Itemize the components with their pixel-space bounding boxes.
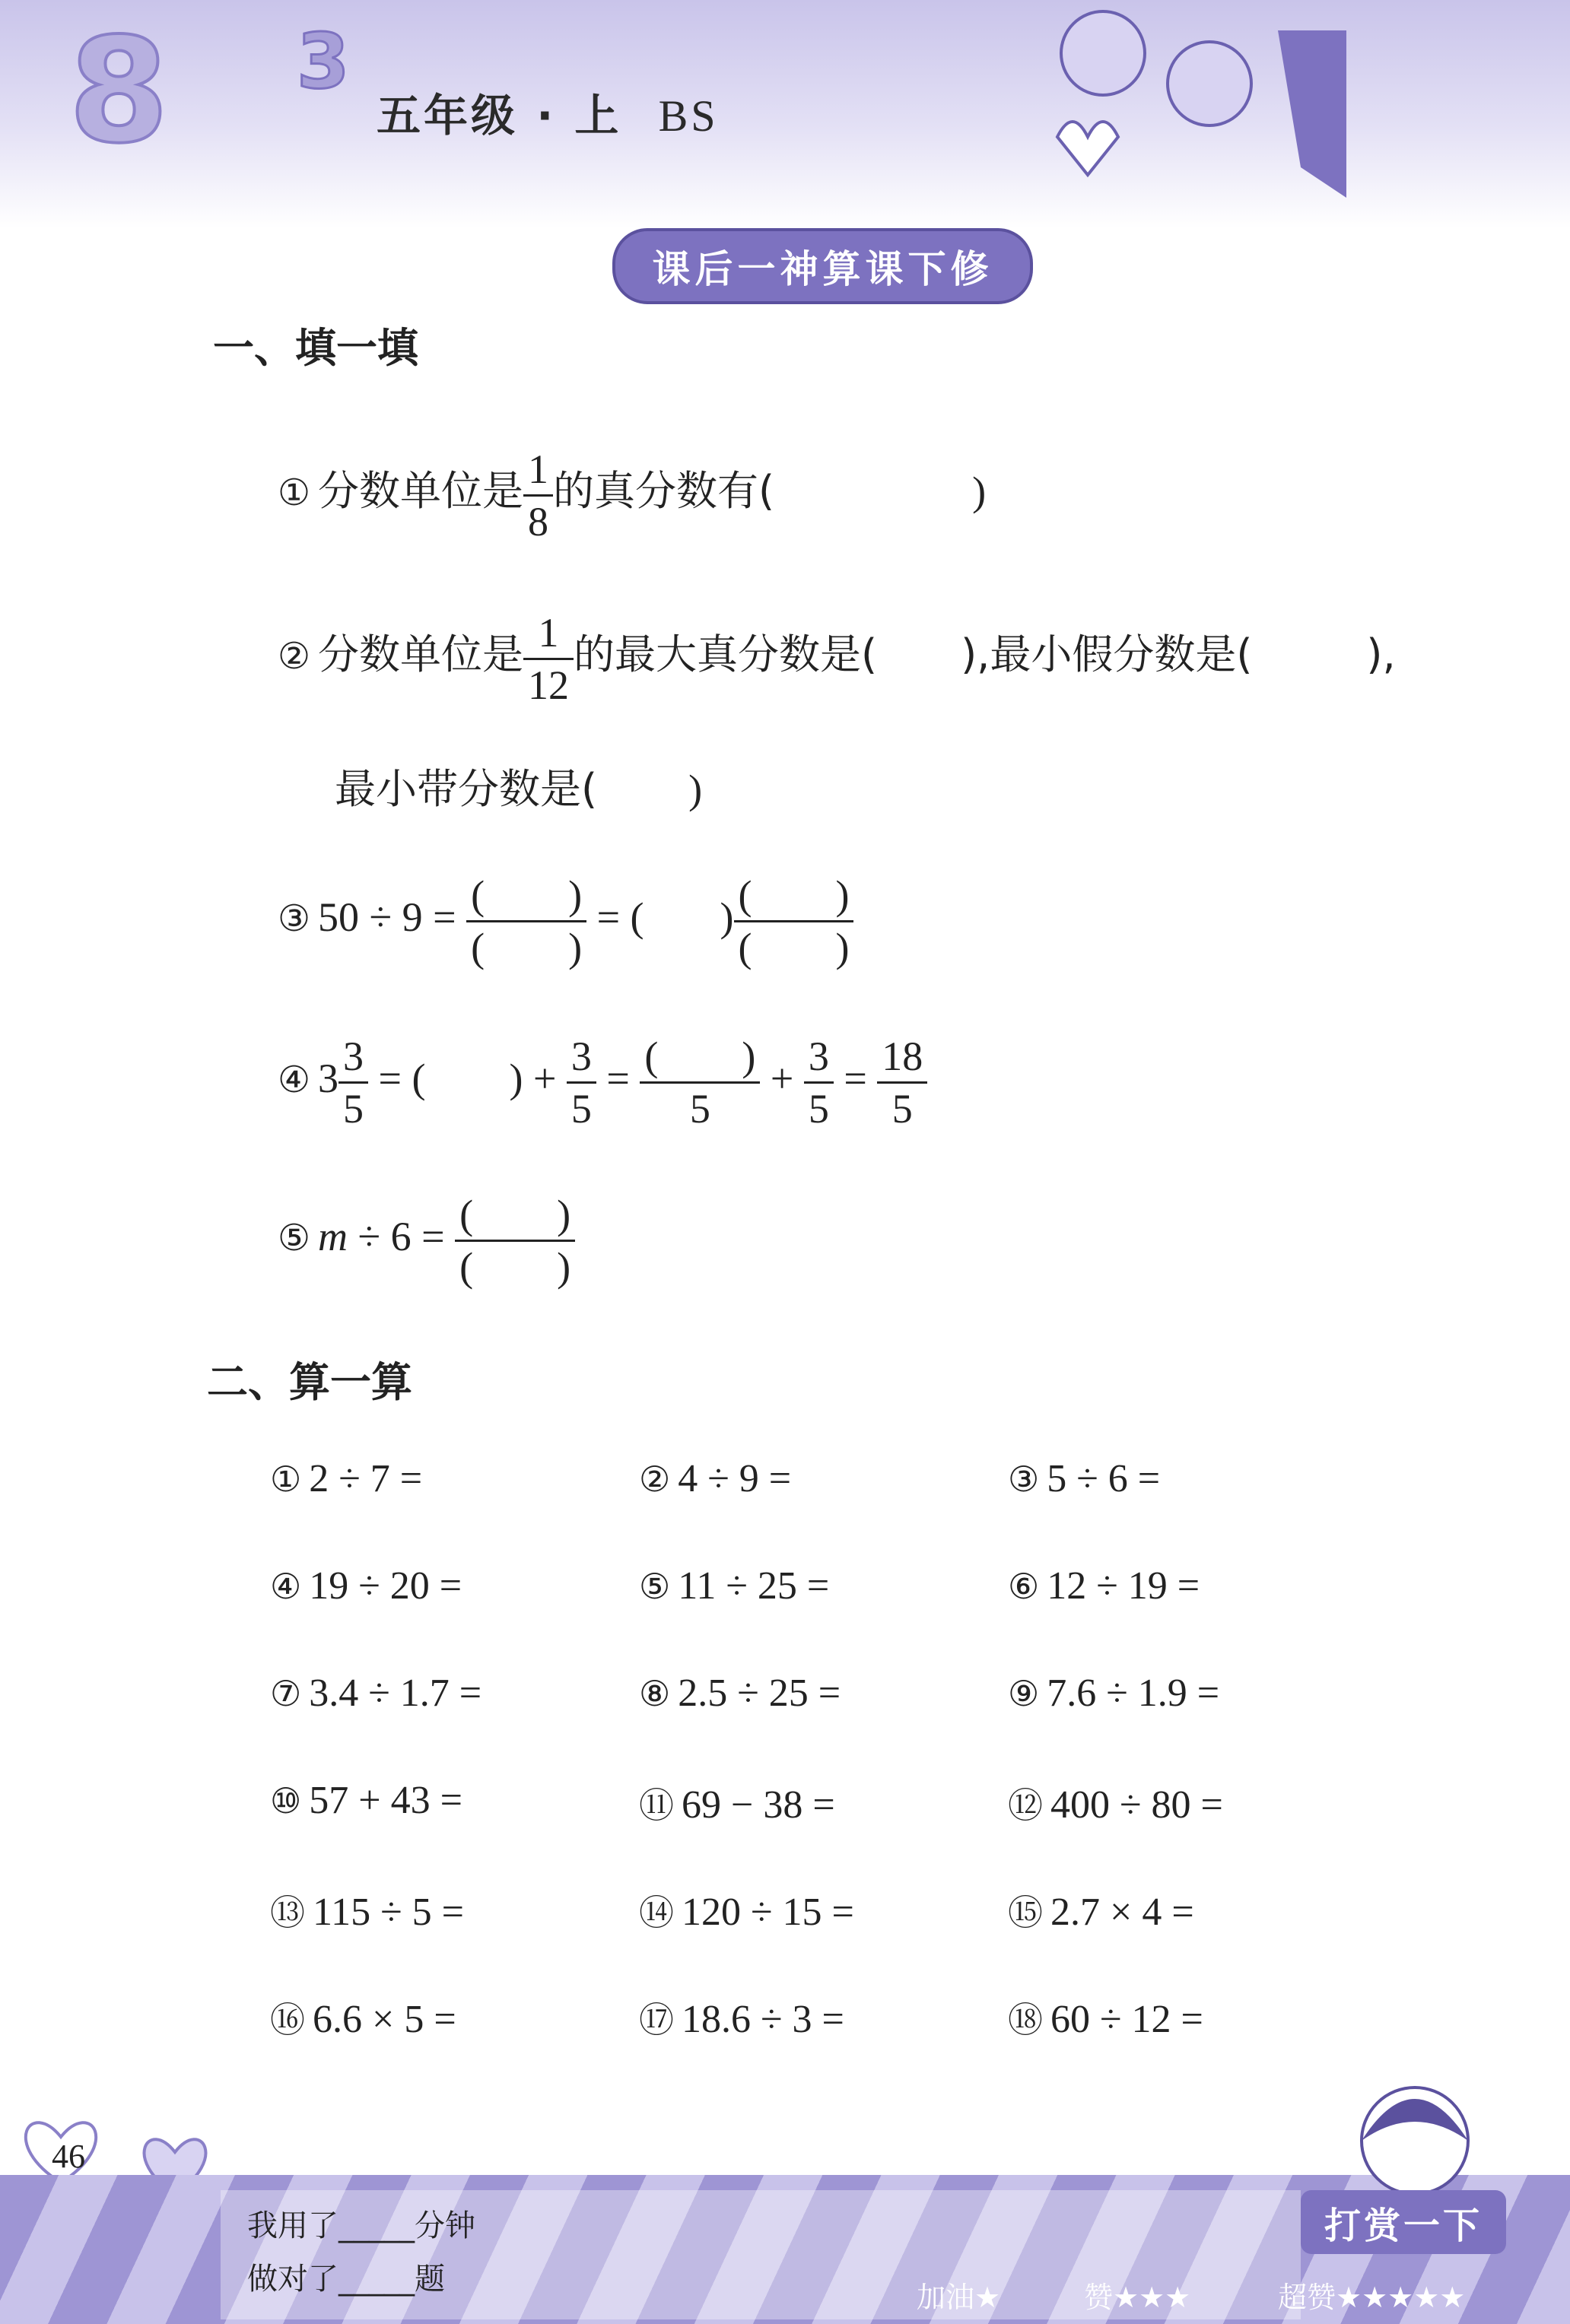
page-header [377, 80, 719, 144]
question-2: ② 分数单位是 $\frac{1}{12}$ 的最大真分数是( ),最小假分数是( ), [278, 610, 1396, 708]
grade-label: 五年级 · 上 [377, 90, 622, 141]
calc-item[interactable]: ⑰ 18.6 ÷ 3 = [639, 1998, 844, 2041]
calc-item[interactable]: ⑱ 60 ÷ 12 = [1008, 1998, 1203, 2041]
calc-item[interactable]: ② 4 ÷ 9 = [639, 1457, 792, 1500]
fraction: $\frac{3}{5}$ [567, 1036, 596, 1129]
question-4: ④ 3 $\frac{3}{5}$ = ( ) + $\frac{3}{5}$ = $\frac{( )}{5}$ + $\frac{3}{5}$ = $\frac{18}{5}$ [278, 1036, 927, 1129]
calc-item[interactable]: ⑪ 69 − 38 = [639, 1783, 835, 1827]
calc-item[interactable]: ⑯ 6.6 × 5 = [270, 1998, 456, 2041]
fraction-blank[interactable]: $\frac{( )}{( )}$ [734, 875, 854, 968]
calc-item[interactable]: ⑩ 57 + 43 = [270, 1779, 462, 1822]
question-5: ⑤ m ÷ 6 = $\frac{( )}{( )}$ [278, 1194, 575, 1287]
reward-button[interactable]: 打赏一下 [1301, 2190, 1506, 2254]
question-3: ③ 50 ÷ 9 = $\frac{( )}{( )}$ = ( ) $\frac{( )}{( )}$ [278, 875, 853, 968]
number-8-decoration [53, 15, 236, 167]
calc-item[interactable]: ④ 19 ÷ 20 = [270, 1564, 462, 1608]
calc-item[interactable]: ⑤ 11 ÷ 25 = [639, 1564, 830, 1608]
calc-item[interactable]: ① 2 ÷ 7 = [270, 1457, 423, 1500]
edition-label: BS [658, 91, 719, 141]
calc-item[interactable]: ⑬ 115 ÷ 5 = [270, 1891, 464, 1934]
fraction: $\frac{1}{12}$ [523, 612, 574, 706]
page-number: 46 [52, 2138, 85, 2175]
svg-text:3: 3 [297, 17, 350, 106]
section2-heading: 二、算一算 [207, 1358, 412, 1406]
calc-item[interactable]: ⑨ 7.6 ÷ 1.9 = [1008, 1672, 1220, 1715]
calc-item[interactable]: ③ 5 ÷ 6 = [1008, 1457, 1161, 1500]
question-1: ① 分数单位是 $\frac{1}{8}$ 的真分数有( ) [278, 446, 987, 544]
section-badge: 课后一神算课下修 [612, 228, 1033, 304]
calc-item[interactable]: ⑥ 12 ÷ 19 = [1008, 1564, 1200, 1608]
correct-count-label: 做对了_____题 [247, 2262, 445, 2297]
calc-item[interactable]: ⑦ 3.4 ÷ 1.7 = [270, 1672, 482, 1715]
fraction-blank[interactable]: $\frac{( )}{( )}$ [455, 1194, 575, 1287]
number-3-decoration [289, 15, 380, 106]
rating-great: 赞★★★ [1084, 2281, 1191, 2314]
kids-illustration [936, 0, 1362, 205]
calc-item[interactable]: ⑭ 120 ÷ 15 = [639, 1891, 854, 1934]
section1-heading: 一、填一填 [213, 324, 418, 372]
svg-text:8: 8 [68, 15, 170, 167]
girl-illustration [1339, 2068, 1491, 2198]
rating-excellent: 超赞★★★★★ [1278, 2281, 1466, 2314]
fraction: $\frac{3}{5}$ [338, 1036, 368, 1129]
calc-item[interactable]: ⑮ 2.7 × 4 = [1008, 1891, 1194, 1934]
fraction: $\frac{1}{8}$ [523, 449, 553, 542]
fraction: $\frac{3}{5}$ [804, 1036, 834, 1129]
time-used-label: 我用了_____分钟 [247, 2208, 475, 2243]
question-2-line2: 最小带分数是( ) [335, 765, 703, 813]
rating-good: 加油★ [917, 2281, 1001, 2314]
fraction: $\frac{18}{5}$ [877, 1036, 927, 1129]
calc-item[interactable]: ⑫ 400 ÷ 80 = [1008, 1783, 1223, 1827]
fraction-blank[interactable]: $\frac{( )}{5}$ [640, 1036, 760, 1129]
fraction-blank[interactable]: $\frac{( )}{( )}$ [466, 875, 586, 968]
calc-item[interactable]: ⑧ 2.5 ÷ 25 = [639, 1672, 841, 1715]
